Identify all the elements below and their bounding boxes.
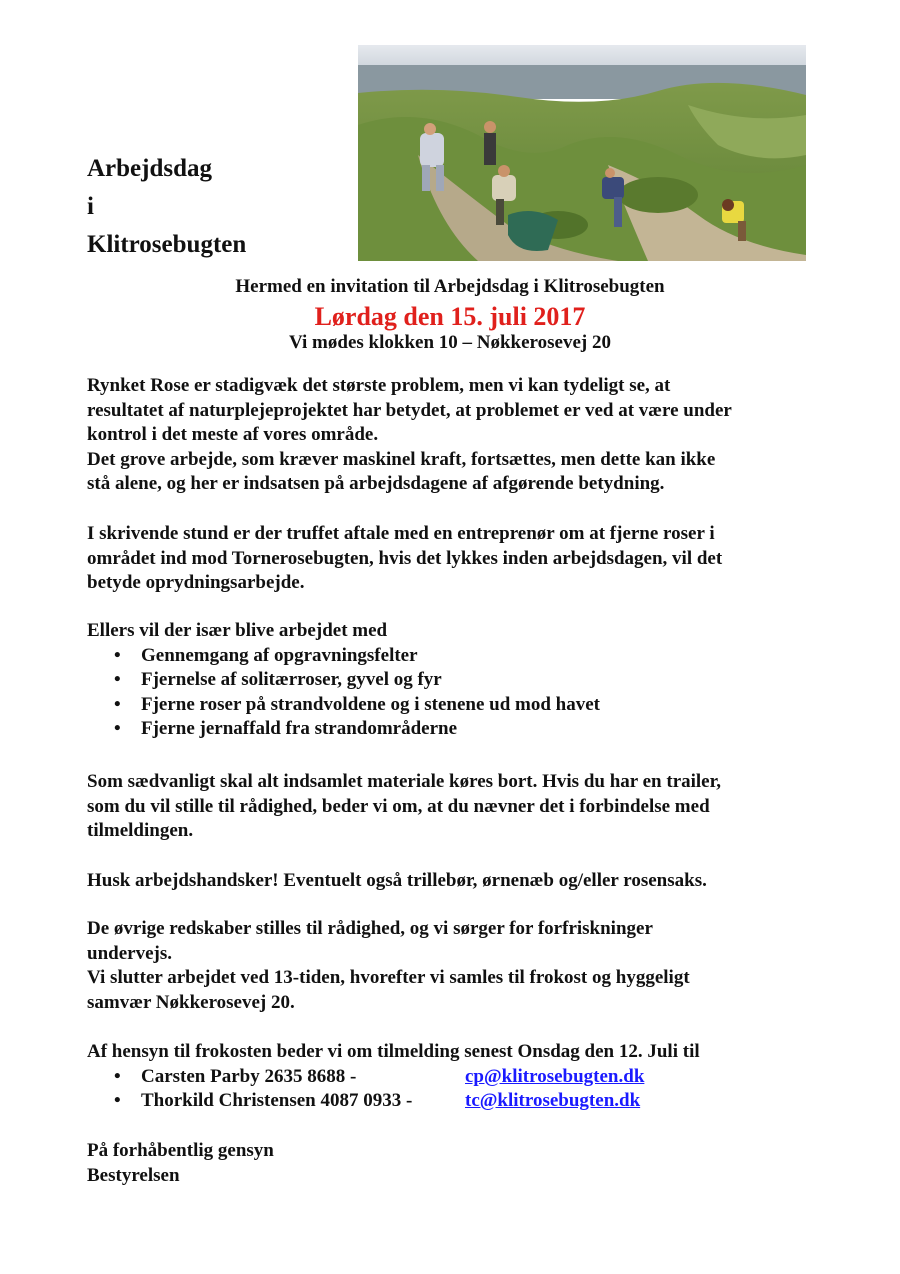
paragraph-2 [87,522,827,596]
signup-intro: Af hensyn til frokosten beder vi om tilmelding senest Onsdag den 12. Juli til [87,1041,700,1062]
closing [87,1139,827,1188]
bullet: • [114,1090,121,1111]
bullet: • [114,693,121,715]
text-line: kontrol i det meste af vores område. [87,424,379,445]
title-line-3: Klitrosebugten [87,231,247,258]
email-link-tc[interactable]: tc@klitrosebugten.dk [465,1090,641,1111]
meeting-info: Vi mødes klokken 10 – Nøkkerosevej 20 [289,332,611,353]
title-line-1: Arbejdsdag [87,155,213,182]
contact-name: Carsten Parby 2635 8688 - [141,1065,357,1087]
list-item: • Gennemgang af opgravningsfelter [87,644,827,669]
contact-list [87,1065,827,1114]
bullet: • [114,718,121,739]
signature: Bestyrelsen [87,1164,180,1186]
tasks-intro: Ellers vil der især blive arbejdet med [87,620,388,641]
bullet: • [114,669,121,690]
text-line: Det grove arbejde, som kræver maskinel kraft, fortsættes, men dette kan ikke [87,448,716,470]
text-line: betyde oprydningsarbejde. [87,572,305,593]
contact-name: Thorkild Christensen 4087 0933 - [141,1090,413,1111]
text-line: resultatet af naturplejeprojektet har betydet, at problemet er ved at være under [87,399,732,421]
contact-item [87,1065,827,1090]
contact-item [87,1089,827,1114]
text-line: tilmeldingen. [87,820,194,841]
text-line: Som sædvanligt skal alt indsamlet materiale køres bort. Hvis du har en trailer, [87,771,722,792]
text-line: undervejs. [87,942,172,964]
closing-line: På forhåbentlig gensyn [87,1140,274,1161]
bullet: • [114,644,121,666]
tasks-section [87,619,827,742]
paragraph-5 [87,917,827,1015]
signup-section [87,1040,827,1114]
bullet: • [114,1065,121,1087]
title-line-2: i [87,193,94,220]
dune-work-photo [358,45,806,261]
text-line: som du vil stille til rådighed, beder vi om, at du nævner det i forbindelse med [87,795,710,817]
text-line: Rynket Rose er stadigvæk det største problem, men vi kan tydeligt se, at [87,375,671,396]
event-date: Lørdag den 15. juli 2017 [314,302,586,331]
paragraph-3 [87,770,827,844]
text-line: området ind mod Tornerosebugten, hvis det lykkes inden arbejdsdagen, vil det [87,547,723,569]
invitation-line: Hermed en invitation til Arbejdsdag i Klitrosebugten [235,276,665,297]
list-item: • Fjernelse af solitærroser, gyvel og fyr [87,668,827,693]
text-line: I skrivende stund er der truffet aftale med en entreprenør om at fjerne roser i [87,523,715,544]
list-item: • Fjerne jernaffald fra strandområderne [87,717,827,742]
list-item: • Fjerne roser på strandvoldene og i stenene ud mod havet [87,693,827,718]
text-line: stå alene, og her er indsatsen på arbejdsdagene af afgørende betydning. [87,473,665,494]
text-line: samvær Nøkkerosevej 20. [87,991,295,1013]
text-line: Vi slutter arbejdet ved 13-tiden, hvorefter vi samles til frokost og hyggeligt [87,967,690,988]
page-title [87,150,246,264]
task-list [87,644,827,742]
email-link-cp[interactable]: cp@klitrosebugten.dk [465,1065,645,1087]
paragraph-1 [87,374,827,497]
text-line: De øvrige redskaber stilles til rådighed, og vi sørger for forfriskninger [87,918,653,939]
paragraph-4: Husk arbejdshandsker! Eventuelt også trillebør, ørnenæb og/eller rosensaks. [87,870,707,891]
